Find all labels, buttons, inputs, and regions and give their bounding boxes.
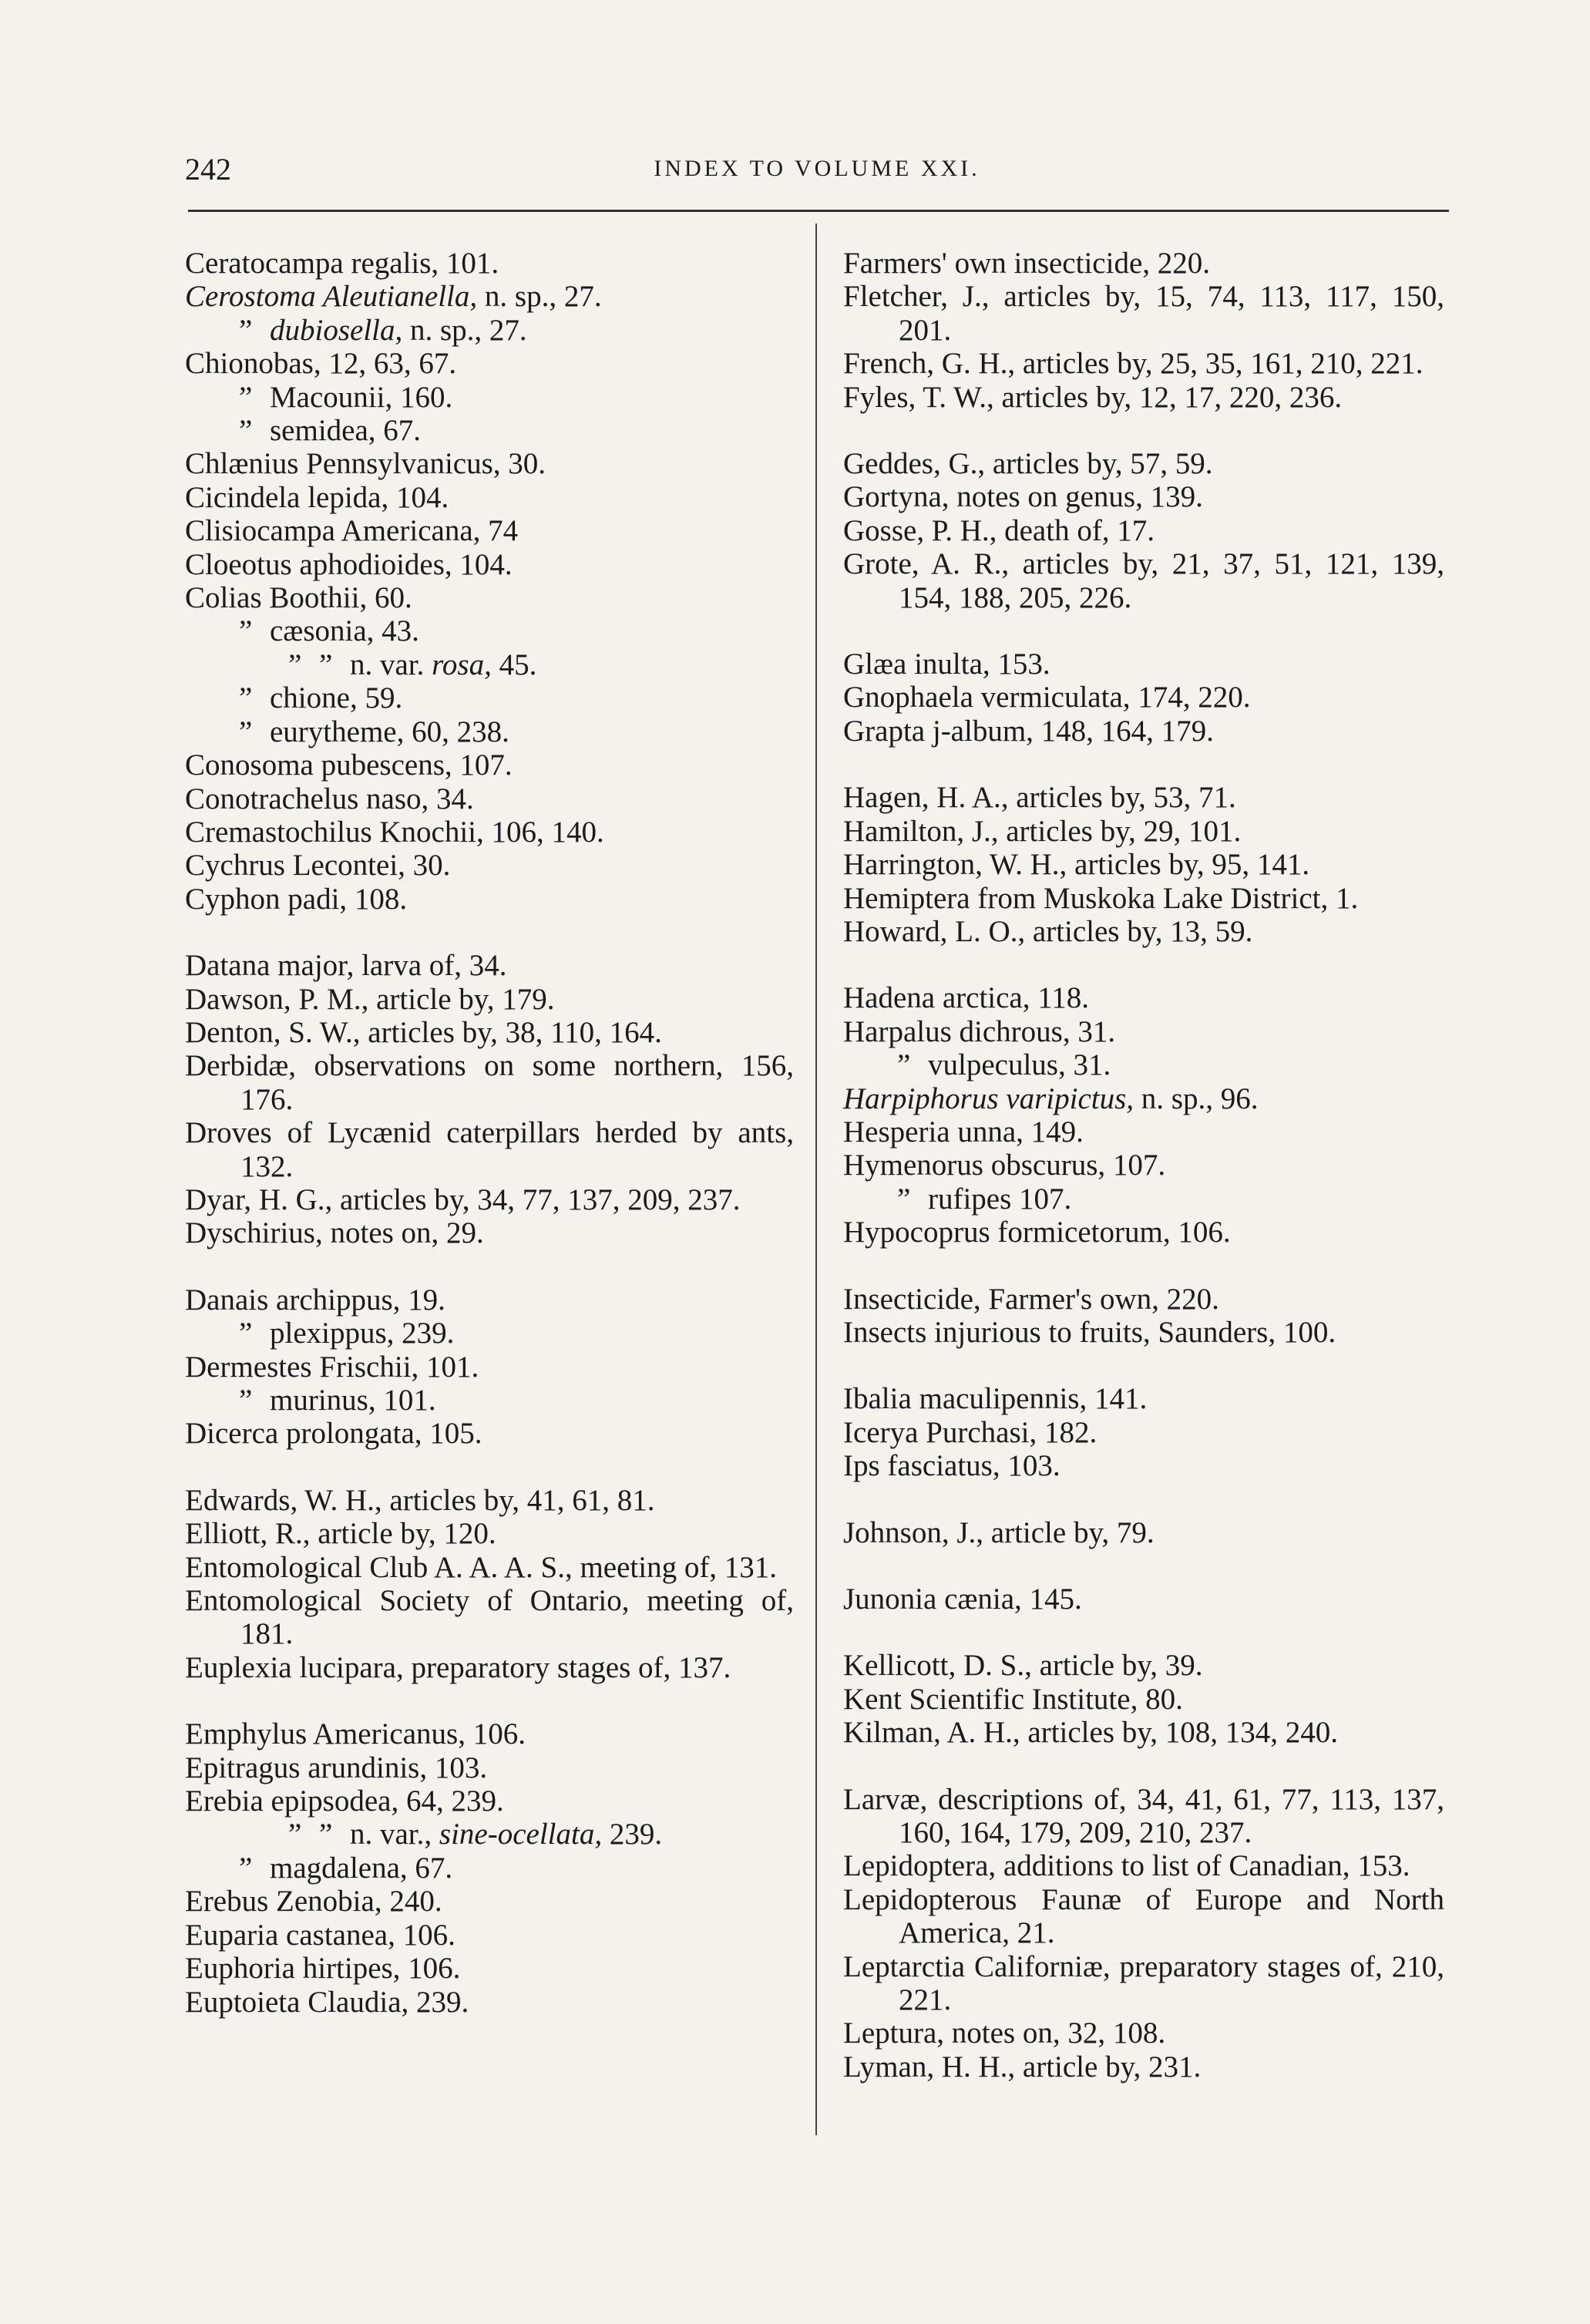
index-entry: Denton, S. W., articles by, 38, 110, 164. — [185, 1015, 662, 1049]
index-entry: Fletcher, J., articles by, 15, 74, 113, 117, 150, 201. — [843, 280, 1444, 347]
index-entry: Lepidopterous Faunæ of Europe and North America, 21. — [843, 1882, 1444, 1950]
index-entry: Emphylus Americanus, 106. — [185, 1717, 526, 1751]
index-entry: Kilman, A. H., articles by, 108, 134, 240. — [843, 1716, 1338, 1750]
index-entry: Icerya Purchasi, 182. — [843, 1415, 1098, 1449]
index-entry: Leptura, notes on, 32, 108. — [843, 2016, 1166, 2050]
index-entry: Grote, A. R., articles by, 21, 37, 51, 121, 139, 154, 188, 205, 226. — [843, 547, 1444, 614]
group-gap — [843, 1549, 1444, 1582]
index-entry: Fyles, T. W., articles by, 12, 17, 220, 236. — [843, 380, 1343, 414]
index-entry: Datana major, larva of, 34. — [185, 949, 507, 983]
index-entry: Euparia castanea, 106. — [185, 1918, 455, 1952]
index-entry: Junonia cænia, 145. — [843, 1582, 1082, 1616]
index-entry: ” cæsonia, 43. — [239, 614, 419, 648]
group-gap — [843, 1249, 1444, 1283]
index-entry: Glæa inulta, 153. — [843, 647, 1050, 681]
index-entry: Erebia epipsodea, 64, 239. — [185, 1784, 504, 1818]
index-entry: Ceratocampa regalis, 101. — [185, 247, 499, 280]
index-entry: ” ” n. var. rosa, 45. — [288, 647, 537, 681]
index-entry: Dyar, H. G., articles by, 34, 77, 137, 209, 237. — [185, 1182, 741, 1216]
index-entry: Larvæ, descriptions of, 34, 41, 61, 77, 113, 137, 160, 164, 179, 209, 210, 237. — [843, 1782, 1444, 1850]
index-entry: Gosse, P. H., death of, 17. — [843, 513, 1155, 547]
index-entry: Grapta j-album, 148, 164, 179. — [843, 714, 1214, 748]
index-entry: Lyman, H. H., article by, 231. — [843, 2050, 1202, 2084]
index-entry: ” vulpeculus, 31. — [897, 1048, 1111, 1082]
index-entry: Harpiphorus varipictus, n. sp., 96. — [843, 1081, 1259, 1115]
index-entry: Colias Boothii, 60. — [185, 581, 412, 615]
index-entry: Conosoma pubescens, 107. — [185, 748, 513, 782]
index-entry: Kent Scientific Institute, 80. — [843, 1682, 1183, 1716]
index-entry: Entomological Society of Ontario, meeting of, 181. — [185, 1584, 794, 1651]
index-entry: Ibalia maculipennis, 141. — [843, 1382, 1148, 1416]
group-gap — [843, 948, 1444, 981]
index-entry: Hadena arctica, 118. — [843, 981, 1090, 1015]
index-entry: ” Macounii, 160. — [239, 380, 453, 414]
index-entry: Clisiocampa Americana, 74 — [185, 514, 519, 548]
index-entry: Harpalus dichrous, 31. — [843, 1014, 1116, 1048]
index-column-left — [185, 247, 794, 2019]
index-entry: Howard, L. O., articles by, 13, 59. — [843, 914, 1253, 948]
index-entry: ” plexippus, 239. — [239, 1317, 455, 1350]
group-gap — [185, 1451, 794, 1484]
group-gap — [843, 1750, 1444, 1783]
index-entry: Ips fasciatus, 103. — [843, 1449, 1061, 1483]
column-divider — [815, 224, 817, 2135]
index-entry: Gnophaela vermiculata, 174, 220. — [843, 681, 1251, 715]
index-entry: Chionobas, 12, 63, 67. — [185, 347, 457, 381]
index-entry: Epitragus arundinis, 103. — [185, 1751, 488, 1784]
index-entry: ” murinus, 101. — [239, 1384, 436, 1417]
index-entry: Harrington, W. H., articles by, 95, 141. — [843, 848, 1310, 882]
index-entry: Dyschirius, notes on, 29. — [185, 1216, 484, 1250]
index-entry: Dermestes Frischii, 101. — [185, 1350, 479, 1384]
index-entry: ” eurytheme, 60, 238. — [239, 715, 509, 748]
index-entry: Insecticide, Farmer's own, 220. — [843, 1282, 1219, 1316]
index-entry: Euphoria hirtipes, 106. — [185, 1952, 461, 1986]
index-entry: Entomological Club A. A. A. S., meeting of, 131. — [185, 1550, 778, 1584]
index-entry: Euptoieta Claudia, 239. — [185, 1985, 469, 2019]
group-gap — [843, 748, 1444, 781]
page-header — [185, 151, 1449, 197]
index-entry: Cyphon padi, 108. — [185, 882, 408, 916]
index-entry: Hamilton, J., articles by, 29, 101. — [843, 814, 1242, 848]
running-title: INDEX TO VOLUME XXI. — [654, 156, 980, 181]
group-gap — [843, 1349, 1444, 1382]
group-gap — [843, 614, 1444, 647]
index-entry: Geddes, G., articles by, 57, 59. — [843, 447, 1213, 481]
group-gap — [185, 1250, 794, 1283]
index-entry: Farmers' own insecticide, 220. — [843, 247, 1210, 280]
index-entry: ” magdalena, 67. — [239, 1851, 453, 1885]
group-gap — [185, 916, 794, 949]
index-entry: Cloeotus aphodioides, 104. — [185, 547, 513, 581]
index-column-right — [843, 247, 1444, 2084]
index-entry: Dawson, P. M., article by, 179. — [185, 982, 555, 1016]
index-entry: ” ” n. var., sine-ocellata, 239. — [288, 1818, 663, 1851]
index-entry: ” dubiosella, n. sp., 27. — [239, 313, 527, 347]
index-entry: Hymenorus obscurus, 107. — [843, 1149, 1166, 1182]
index-entry: Kellicott, D. S., article by, 39. — [843, 1649, 1203, 1683]
index-entry: ” chione, 59. — [239, 681, 403, 715]
index-entry: Gortyna, notes on genus, 139. — [843, 480, 1203, 514]
index-entry: Cremastochilus Knochii, 106, 140. — [185, 815, 604, 849]
index-entry: Euplexia lucipara, preparatory stages of, 137. — [185, 1650, 731, 1684]
index-entry: Johnson, J., article by, 79. — [843, 1515, 1155, 1549]
index-entry: ” semidea, 67. — [239, 414, 422, 448]
index-entry: French, G. H., articles by, 25, 35, 161, 210, 221. — [843, 347, 1424, 381]
index-entry: Lepidoptera, additions to list of Canadian, 153. — [843, 1849, 1410, 1883]
group-gap — [843, 414, 1444, 447]
index-entry: Cerostoma Aleutianella, n. sp., 27. — [185, 280, 602, 314]
index-entry: Edwards, W. H., articles by, 41, 61, 81. — [185, 1483, 655, 1517]
group-gap — [843, 1483, 1444, 1516]
index-entry: ” rufipes 107. — [897, 1182, 1072, 1216]
index-entry: Hemiptera from Muskoka Lake District, 1. — [843, 881, 1359, 915]
page-number: 242 — [185, 152, 231, 187]
index-entry: Insects injurious to fruits, Saunders, 100. — [843, 1315, 1336, 1349]
index-entry: Conotrachelus naso, 34. — [185, 782, 474, 816]
index-entry: Erebus Zenobia, 240. — [185, 1885, 442, 1919]
index-entry: Droves of Lycænid caterpillars herded by ants, 132. — [185, 1116, 794, 1183]
group-gap — [843, 1616, 1444, 1649]
index-entry: Cicindela lepida, 104. — [185, 480, 449, 514]
index-entry: Hagen, H. A., articles by, 53, 71. — [843, 781, 1236, 815]
index-entry: Hesperia unna, 149. — [843, 1115, 1084, 1149]
index-entry: Danais archippus, 19. — [185, 1283, 445, 1317]
index-entry: Cychrus Lecontei, 30. — [185, 849, 451, 883]
index-entry: Derbidæ, observations on some northern, 156, 176. — [185, 1049, 794, 1116]
index-entry: Hypocoprus formicetorum, 106. — [843, 1216, 1231, 1249]
index-entry: Elliott, R., article by, 120. — [185, 1517, 496, 1551]
group-gap — [185, 1684, 794, 1717]
header-rule — [188, 210, 1449, 212]
index-entry: Leptarctia Californiæ, preparatory stages of, 210, 221. — [843, 1949, 1444, 2017]
index-entry: Dicerca prolongata, 105. — [185, 1417, 482, 1451]
index-entry: Chlænius Pennsylvanicus, 30. — [185, 447, 546, 481]
